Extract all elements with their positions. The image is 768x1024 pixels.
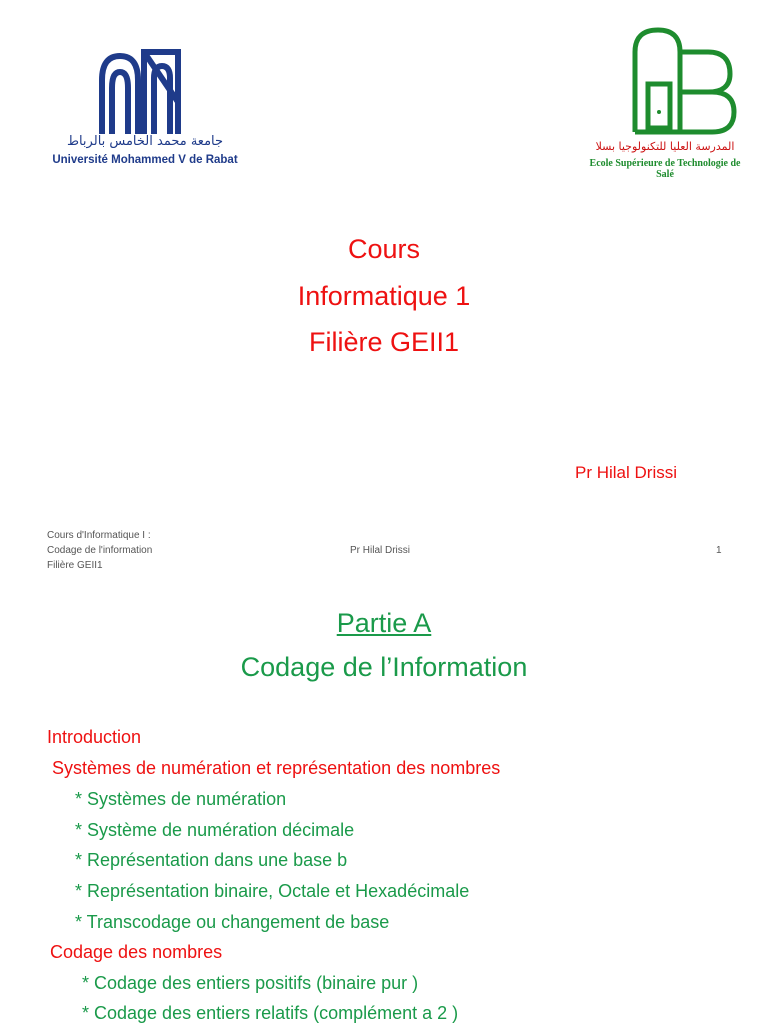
course-title: Cours — [347, 234, 421, 264]
part-title: Partie A — [336, 608, 432, 638]
page-number: 1 — [716, 545, 722, 556]
author-name: Pr Hilal Drissi — [575, 463, 677, 482]
toc-item: Systèmes de numération et représentation des nombres — [52, 758, 501, 778]
toc-item: Codage des nombres — [50, 942, 223, 962]
part-subtitle: Codage de l’Information — [240, 652, 528, 682]
toc-item: * Représentation dans une base b — [75, 850, 348, 870]
course-program: Filière GEII1 — [308, 327, 460, 357]
footer-author: Pr Hilal Drissi — [350, 545, 410, 556]
school-logo — [580, 22, 750, 182]
university-emblem-icon — [40, 42, 250, 142]
footer-line: Cours d'Informatique I : — [47, 530, 151, 541]
toc-item: * Transcodage ou changement de base — [75, 912, 390, 932]
course-subject: Informatique 1 — [297, 281, 471, 311]
toc-item: * Système de numération décimale — [75, 820, 355, 840]
toc-item: * Codage des entiers positifs (binaire pur ) — [82, 973, 419, 993]
toc-item: * Codage des entiers relatifs (complément a 2 ) — [82, 1003, 459, 1023]
footer-line: Codage de l'information — [47, 545, 153, 556]
university-logo — [40, 42, 250, 182]
footer-course-info — [47, 528, 152, 573]
university-arabic-name: جامعة محمد الخامس بالرباط — [66, 134, 224, 149]
school-arabic-name: المدرسة العليا للتكنولوجيا بسلا — [595, 140, 735, 153]
toc-item: Introduction — [47, 727, 142, 747]
toc-item: * Représentation binaire, Octale et Hexadécimale — [75, 881, 470, 901]
footer-line: Filière GEII1 — [47, 560, 103, 571]
university-latin-name: Université Mohammed V de Rabat — [52, 154, 238, 166]
school-latin-name: Ecole Supérieure de Technologie de Salé — [589, 158, 741, 180]
toc-item: * Systèmes de numération — [75, 789, 287, 809]
school-emblem-icon — [580, 22, 750, 142]
